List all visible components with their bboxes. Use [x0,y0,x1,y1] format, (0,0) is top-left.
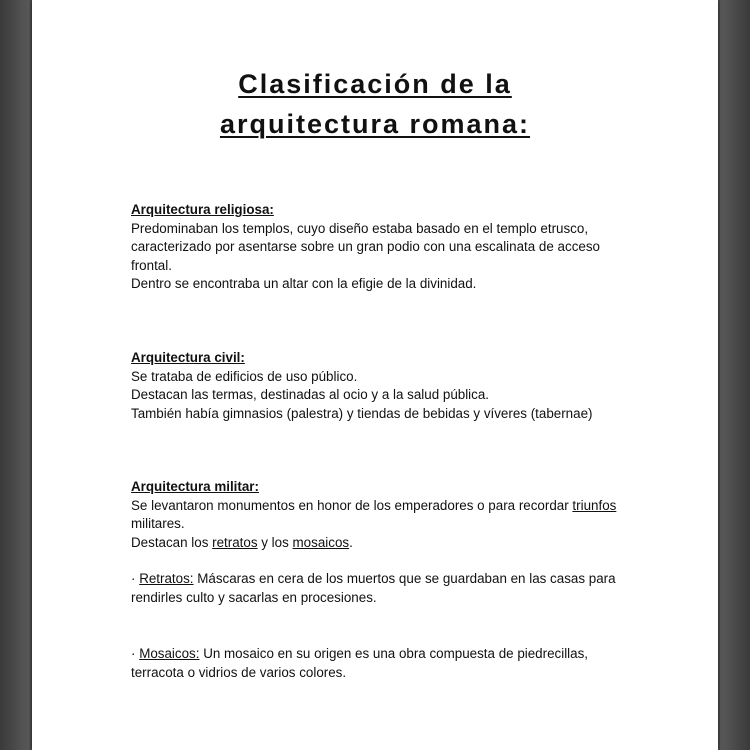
paragraph-line [131,570,631,589]
paragraph-line: También había gimnasios (palestra) y tiendas de bebidas y víveres (tabernae) [131,405,593,421]
bullet: · [131,646,140,661]
heading-religiosa: Arquitectura religiosa: [131,202,274,217]
text-run: Destacan los [131,534,213,550]
term-retratos-heading: Retratos: [139,571,194,586]
text-run: Un mosaico en su origen es una obra compuesta de piedrecillas, [199,646,589,661]
page-title [0,64,750,144]
bullet: · [131,571,140,586]
term-retratos: retratos [212,534,258,550]
title-line-1: Clasificación de la [238,69,512,99]
paragraph-line: frontal. [131,257,172,273]
text-run: Se levantaron monumentos en honor de los emperadores o para recordar [131,497,573,513]
section-militar [131,478,631,552]
heading-civil: Arquitectura civil: [131,350,245,365]
term-mosaicos-heading: Mosaicos: [139,646,200,661]
text-run: Máscaras en cera de los muertos que se guardaban en las casas para [193,571,616,586]
text-run: y los [257,534,293,550]
paragraph-line: caracterizado por asentarse sobre un gran podio con una escalinata de acceso [131,239,600,255]
paragraph-line [131,645,631,664]
paragraph-line: militares. [131,516,185,532]
paragraph-line: Predominaban los templos, cuyo diseño estaba basado en el templo etrusco, [131,220,589,236]
title-line-2: arquitectura romana: [219,109,531,139]
section-mosaicos [131,645,631,682]
paragraph-line: rendirles culto y sacarlas en procesiones. [131,589,377,605]
paragraph-line [131,497,631,516]
document-page [32,0,718,750]
paragraph-line: Destacan las termas, destinadas al ocio y a la salud pública. [131,387,490,403]
text-run: . [349,534,353,550]
heading-militar: Arquitectura militar: [131,479,259,494]
section-civil [131,349,631,423]
term-mosaicos: mosaicos [292,534,350,550]
paragraph-line: Se trataba de edificios de uso público. [131,368,358,384]
paragraph-line: terracota o vidrios de varios colores. [131,664,347,680]
paragraph-line [131,534,631,553]
section-religiosa [131,201,631,294]
term-triunfos: triunfos [572,497,617,513]
section-retratos [131,570,631,607]
paragraph-line: Dentro se encontraba un altar con la efigie de la divinidad. [131,276,477,292]
